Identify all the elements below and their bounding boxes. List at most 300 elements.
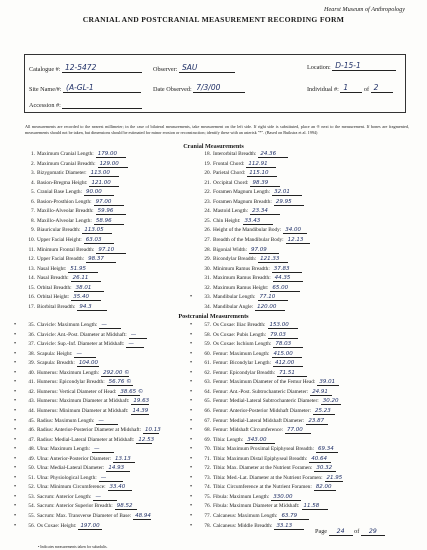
measurement-label: Frontal Chord: — [213, 160, 245, 167]
measurement-value[interactable]: 330.00 — [271, 494, 301, 501]
measurement-label: Calcaneus: Middle Breadth: — [213, 522, 273, 529]
measurement-label: Tibia: Maximum Distal Epiphyseal Breadth: — [213, 455, 308, 462]
measurement-value[interactable]: 37.83 — [272, 266, 302, 273]
measurement-value[interactable]: 77.00 — [285, 427, 311, 434]
measurement-label: Tibia: Circumference at the Nutrient Foramen: — [213, 484, 312, 491]
measurement-value[interactable]: 63.03 — [84, 237, 114, 244]
measurement-value[interactable]: 33.13 — [274, 523, 304, 530]
accession-label: Accession #: — [29, 102, 61, 109]
measurement-label: Biauricular Breadth: — [37, 227, 81, 234]
individual-label: Individual #: — [307, 86, 339, 93]
measurement-label: Clavicle: Sup.-Inf. Diameter at Midshaft: — [37, 341, 125, 348]
measurement-value[interactable]: 24.91 — [310, 389, 332, 396]
subadult-marker: • — [190, 294, 193, 301]
measurement-label: Fibula: Maximum Length: — [213, 493, 270, 500]
measurement-label: Orbital Breadth: — [37, 284, 72, 291]
observer-field[interactable] — [153, 65, 235, 73]
measurement-row — [198, 169, 277, 178]
measurement-number: 36. — [28, 331, 35, 338]
measurement-number: 9. — [31, 227, 35, 234]
measurement-value[interactable]: 23.34 — [250, 208, 280, 215]
measurement-number: 25. — [204, 217, 211, 224]
subadult-marker: • — [190, 522, 193, 529]
measurement-row — [198, 293, 288, 302]
measurement-row — [22, 436, 155, 445]
measurement-number: 67. — [204, 417, 211, 424]
observer-value: SAU — [181, 63, 198, 72]
measurement-label: Radius: Medial-Lateral Diameter at Midshaft: — [37, 436, 135, 443]
measurement-value[interactable]: 24.36 — [258, 151, 288, 158]
measurement-row — [22, 369, 129, 378]
subadult-marker: • — [190, 417, 193, 424]
measurement-value[interactable]: — — [99, 322, 121, 329]
measurement-number: 43. — [28, 398, 35, 405]
measurement-label: Femur: Anterior-Posterior Midshaft Diameter: — [213, 407, 312, 414]
measurement-row — [198, 455, 331, 464]
measurement-row — [22, 331, 147, 340]
measurement-number: 16. — [28, 294, 35, 301]
measurement-value[interactable]: 98.52 — [115, 503, 137, 510]
measurement-value[interactable]: 38.01 — [74, 285, 104, 292]
measurement-label: Fibula: Maximum Diameter at Midshaft: — [213, 503, 300, 510]
measurement-row — [198, 474, 343, 483]
measurement-number: 66. — [204, 407, 211, 414]
subadult-marker: • — [14, 484, 17, 491]
measurement-value[interactable]: 121.00 — [89, 180, 119, 187]
subadult-marker: • — [14, 379, 17, 386]
measurement-row — [198, 397, 341, 406]
measurement-value[interactable]: — — [93, 494, 117, 501]
date-field[interactable] — [153, 85, 245, 93]
museum-name: Hearst Museum of Anthropology — [324, 6, 405, 13]
measurement-number: 77. — [204, 513, 211, 519]
measurement-row — [198, 265, 302, 274]
measurement-label: Maximum Cranial Length: — [37, 151, 94, 157]
measurement-number: 26. — [204, 227, 211, 234]
measurement-label: Bigonial Width: — [213, 246, 247, 253]
measurement-number: 74. — [204, 484, 211, 491]
measurement-number: 69. — [204, 436, 211, 443]
measurement-row — [22, 207, 126, 216]
measurement-number: 34. — [204, 303, 211, 310]
measurement-row — [198, 321, 298, 330]
measurement-label: Humerus: Epicondylar Breadth: — [37, 379, 105, 386]
location-field[interactable] — [307, 63, 396, 71]
subadult-marker: • — [14, 398, 17, 405]
measurement-number: 18. — [204, 151, 211, 157]
measurement-number: 11. — [28, 246, 35, 253]
measurement-value[interactable]: 113.00 — [89, 170, 119, 177]
measurement-row — [198, 445, 338, 454]
individual-value: 1 — [343, 83, 349, 92]
measurement-label: Clavicle: Ant.-Post. Diameter at Midshaft: — [37, 331, 127, 338]
measurement-value[interactable]: 115.10 — [247, 170, 277, 177]
measurement-number: 60. — [204, 350, 211, 357]
measurement-number: 75. — [204, 493, 211, 500]
measurement-value[interactable]: 13.13 — [113, 456, 135, 463]
measurement-row — [198, 378, 339, 387]
measurement-number: 38. — [28, 350, 35, 357]
measurement-value[interactable]: 78.03 — [273, 341, 303, 348]
measurement-label: Ulna: Anterior-Posterior Diameter: — [37, 455, 112, 462]
measurement-number: 56. — [28, 522, 35, 529]
measurement-row — [198, 436, 275, 445]
measurement-number: 62. — [204, 369, 211, 376]
measurement-label: Mandibular Length: — [213, 294, 256, 301]
measurement-label: Femur: Maximum Length: — [213, 350, 270, 357]
measurement-row — [22, 226, 112, 235]
measurement-value[interactable]: 197.00 — [78, 523, 102, 530]
measurement-number: 35. — [28, 322, 35, 328]
page-total: 29 — [361, 528, 385, 536]
subadult-marker: • — [14, 407, 17, 414]
measurement-value[interactable]: 58.96 — [94, 218, 124, 225]
measurement-value[interactable]: 12.13 — [286, 237, 310, 244]
measurement-number: 73. — [204, 474, 211, 481]
subadult-marker: • — [14, 331, 17, 338]
postcranial-heading: Postcranial Measurements — [178, 313, 249, 320]
accession-field[interactable] — [29, 101, 142, 109]
measurement-number: 7. — [31, 208, 35, 215]
measurement-value[interactable]: 59.96 — [96, 208, 126, 215]
measurement-value[interactable]: 94.3 — [77, 304, 107, 311]
measurement-label: Radius: Anterior-Posterior Diameter at Midshaft: — [37, 427, 142, 434]
measurement-number: 22. — [204, 189, 211, 196]
measurement-label: Humerus: Minimum Diameter at Midshaft: — [37, 407, 129, 414]
measurement-row — [22, 426, 159, 435]
location-value: D-15-1 — [335, 61, 361, 70]
measurement-value[interactable]: 343.00 — [245, 437, 275, 444]
measurement-row — [22, 236, 114, 245]
measurement-row — [198, 388, 332, 397]
measurement-label: Maxillo-Alveolar Breadth: — [37, 208, 94, 215]
measurement-value[interactable]: 14.93 — [106, 465, 130, 472]
measurement-row — [198, 512, 309, 521]
measurement-label: Basion-Prosthion Length: — [37, 198, 92, 205]
measurement-value[interactable]: 11.58 — [302, 503, 328, 510]
measurement-row — [22, 246, 126, 255]
subadult-marker: • — [190, 455, 193, 462]
measurement-number: 55. — [28, 513, 35, 519]
measurement-label: Mandibular Angle: — [213, 303, 254, 310]
measurement-value[interactable]: 69.34 — [316, 446, 338, 453]
page-value: 24 — [329, 528, 353, 536]
measurement-number: 70. — [204, 446, 211, 453]
measurement-label: Occipital Chord: — [213, 179, 249, 186]
site-value: (A-GL-1 — [66, 83, 94, 92]
measurement-row — [198, 217, 273, 226]
measurement-value[interactable]: 35.40 — [71, 294, 101, 301]
measurement-row — [22, 378, 133, 387]
measurement-value[interactable]: 98.37 — [86, 256, 116, 263]
measurement-row — [198, 274, 303, 283]
measurement-value[interactable]: 14.39 — [132, 407, 149, 414]
measurement-value[interactable]: 10.13 — [145, 427, 161, 434]
measurement-value[interactable]: 48.94 — [135, 513, 151, 519]
subadult-marker: • — [14, 417, 17, 424]
subadult-marker: • — [14, 436, 17, 443]
measurement-number: 51. — [28, 474, 35, 481]
measurement-value[interactable]: 38.65 © — [120, 388, 144, 395]
measurement-row — [198, 255, 288, 264]
measurement-number: 71. — [204, 455, 211, 462]
measurement-label: Orbital Height: — [37, 294, 70, 301]
measurement-label: Os Coxae: Iliac Breadth: — [213, 322, 266, 328]
measurement-number: 41. — [28, 379, 35, 386]
instructions-note: All measurements are recorded to the nearest millimeter; in the case of bilateral measurements, take measurement on the left side. If right side is substituted, place an ® next to the measurement. If bones are fragmented, measurements should not be taken, but dimensions should be estimated for minor erosion or reconstruction; identify these with an asterisk "*". (Based on Buikstra et al. 1994) — [25, 124, 409, 135]
subadult-marker: • — [190, 484, 193, 491]
measurement-number: 28. — [204, 246, 211, 253]
measurement-row — [198, 160, 276, 169]
measurement-number: 30. — [204, 265, 211, 272]
subadult-marker: • — [190, 427, 193, 434]
measurement-value[interactable]: 112.91 — [246, 161, 276, 168]
measurement-value[interactable]: 412.00 — [273, 360, 303, 367]
measurement-row — [22, 321, 121, 330]
date-value: 7/3/00 — [196, 83, 221, 92]
measurement-value[interactable]: 113.05 — [82, 227, 112, 234]
measurement-value[interactable]: 97.00 — [94, 199, 124, 206]
measurement-row — [198, 426, 311, 435]
measurement-number: 15. — [28, 284, 35, 291]
measurement-number: 21. — [204, 179, 211, 186]
measurement-row — [22, 284, 104, 293]
measurement-value[interactable]: 77.10 — [258, 294, 288, 301]
measurement-label: Upper Facial Breadth: — [37, 256, 85, 263]
measurement-label: Mastoid Length: — [213, 208, 249, 215]
measurement-number: 48. — [28, 446, 35, 453]
subadult-marker: • — [14, 503, 17, 510]
measurement-number: 1. — [31, 151, 35, 157]
measurement-label: Sacrum: Max. Transverse Diameter of Base: — [37, 513, 132, 519]
measurement-label: Upper Facial Height: — [37, 236, 82, 243]
measurement-value[interactable]: 19.63 — [133, 398, 150, 405]
measurement-row — [198, 236, 310, 245]
subadult-marker: • — [14, 341, 17, 348]
measurement-value[interactable]: 30.32 — [314, 465, 336, 472]
measurement-number: 72. — [204, 465, 211, 472]
measurement-value[interactable]: 40.64 — [309, 456, 331, 463]
measurement-label: Foramen Magnum Length: — [213, 189, 271, 196]
measurement-label: Maximum Cranial Breadth: — [37, 160, 96, 167]
measurement-value[interactable]: 33.40 — [108, 484, 132, 491]
measurement-label: Scapula: Height: — [37, 350, 73, 357]
measurement-value[interactable]: 34.00 — [283, 227, 307, 234]
measurement-value[interactable]: 63.79 — [279, 513, 309, 520]
measurement-label: Clavicle: Maximum Length: — [37, 322, 98, 328]
measurement-value[interactable]: 97.10 — [96, 247, 126, 254]
measurement-number: 27. — [204, 236, 211, 243]
measurement-label: Tibia: Max. Diameter at the Nutrient Foramen: — [213, 465, 313, 472]
measurement-value[interactable]: 65.00 — [270, 285, 300, 292]
individual-field[interactable] — [307, 85, 393, 93]
measurement-number: 45. — [28, 417, 35, 424]
measurement-value[interactable]: — — [96, 418, 118, 425]
observer-label: Observer: — [153, 66, 178, 73]
catalogue-value: 12-5472 — [65, 63, 97, 72]
measurement-label: Biorbital Breadth: — [37, 303, 76, 310]
measurement-number: 68. — [204, 427, 211, 434]
measurement-number: 76. — [204, 503, 211, 510]
measurement-row — [198, 369, 307, 378]
measurement-number: 2. — [31, 160, 35, 167]
measurement-value[interactable]: 51.95 — [68, 266, 98, 273]
measurement-value[interactable]: 179.00 — [96, 151, 126, 158]
measurement-row — [198, 350, 302, 359]
measurement-number: 49. — [28, 455, 35, 462]
subadult-marker: • — [190, 388, 193, 395]
measurement-row — [198, 207, 280, 216]
measurement-value[interactable]: 292.00 © — [103, 369, 130, 376]
subadult-marker: • — [190, 331, 193, 338]
measurement-label: Nasal Breadth: — [37, 275, 69, 282]
measurement-row — [22, 455, 135, 464]
measurement-label: Femur: Ant.-Post. Subtrochanteric Diameter: — [213, 388, 309, 395]
measurement-row — [198, 284, 300, 293]
measurement-value[interactable]: 44.35 — [273, 275, 303, 282]
measurement-value[interactable]: 39.01 — [317, 379, 339, 386]
measurement-number: 53. — [28, 493, 35, 500]
measurement-value[interactable]: 21.95 — [326, 474, 343, 481]
measurement-value[interactable]: 121.33 — [258, 256, 288, 263]
measurement-value[interactable]: 98.39 — [250, 180, 280, 187]
measurement-value[interactable]: 32.01 — [272, 189, 302, 196]
measurement-value[interactable]: 23.87 — [306, 418, 328, 425]
measurement-number: 46. — [28, 427, 35, 434]
measurement-number: 65. — [204, 398, 211, 405]
measurement-row — [22, 493, 117, 502]
measurement-row — [22, 198, 124, 207]
measurement-row — [198, 246, 279, 255]
subadult-marker: • — [14, 350, 17, 357]
measurement-label: Height of the Mandibular Body: — [213, 227, 282, 234]
measurement-row — [22, 255, 116, 264]
measurement-value[interactable]: — — [92, 446, 114, 453]
measurement-number: 24. — [204, 208, 211, 215]
measurement-value[interactable]: 82.00 — [314, 484, 336, 491]
measurement-label: Scapula: Breadth: — [37, 360, 75, 367]
measurement-label: Minimum Ramus Breadth: — [213, 265, 270, 272]
measurement-value[interactable]: 30.20 — [321, 398, 341, 405]
measurement-number: 12. — [28, 256, 35, 263]
measurement-label: Femur: Midshaft Circumference: — [213, 427, 284, 434]
measurement-row — [22, 150, 126, 159]
measurement-number: 33. — [204, 294, 211, 301]
measurement-number: 13. — [28, 265, 35, 272]
measurement-value[interactable]: 33.43 — [243, 218, 273, 225]
measurement-label: Humerus: Vertical Diameter of Head: — [37, 388, 117, 395]
measurement-row — [22, 160, 128, 169]
measurement-value[interactable]: 104.00 — [78, 360, 99, 367]
measurement-number: 31. — [204, 275, 211, 282]
measurement-number: 58. — [204, 331, 211, 338]
measurement-label: Femur: Epicondylar Breadth: — [213, 369, 276, 376]
measurement-label: Os Coxae: Height: — [37, 522, 77, 529]
measurement-value[interactable]: 79.03 — [268, 332, 298, 339]
measurement-number: 44. — [28, 407, 35, 414]
measurement-value[interactable]: 415.00 — [272, 351, 302, 358]
subadult-marker: • — [14, 493, 17, 500]
measurement-row — [198, 188, 302, 197]
measurement-label: Maximum Ramus Breadth: — [213, 275, 271, 282]
measurement-value[interactable]: — — [99, 475, 123, 482]
measurement-value[interactable]: 120.00 — [255, 304, 285, 311]
measurement-value[interactable]: — — [126, 341, 144, 348]
measurement-row — [198, 522, 304, 531]
measurement-value[interactable]: 153.00 — [268, 322, 298, 329]
subadult-marker: • — [14, 427, 17, 434]
measurement-value[interactable]: — — [129, 332, 147, 339]
measurement-row — [198, 417, 328, 426]
measurement-row — [198, 493, 301, 502]
measurement-number: 39. — [28, 360, 35, 367]
subadult-marker: • — [190, 350, 193, 357]
measurement-number: 61. — [204, 360, 211, 367]
measurement-number: 52. — [28, 484, 35, 491]
measurement-row — [22, 483, 132, 492]
measurement-label: Foramen Magnum Breadth: — [213, 198, 272, 205]
measurement-number: 57. — [204, 322, 211, 328]
measurement-number: 20. — [204, 170, 211, 177]
date-label: Date Observed: — [153, 86, 192, 93]
page-of-label: of — [354, 528, 360, 535]
specimen-info-box — [24, 54, 406, 113]
measurement-number: 5. — [31, 189, 35, 196]
measurement-number: 10. — [28, 236, 35, 243]
subadult-marker: • — [190, 322, 193, 328]
measurement-value[interactable]: 97.09 — [249, 247, 279, 254]
measurement-row — [22, 303, 107, 312]
subadult-marker: • — [190, 360, 193, 367]
measurement-row — [198, 340, 303, 349]
measurement-label: Sacrum: Anterior Superior Breadth: — [37, 503, 113, 510]
measurement-value[interactable]: 26.11 — [71, 275, 101, 282]
measurement-label: Basion-Bregma Height: — [37, 179, 88, 186]
measurement-number: 6. — [31, 198, 35, 205]
individual-of-label: of — [363, 86, 370, 93]
measurement-value[interactable]: 25.23 — [313, 408, 335, 415]
measurement-label: Radius: Maximum Length: — [37, 417, 95, 424]
subadult-marker: • — [190, 446, 193, 453]
footnote: • Indicates measurements taken for subadults. — [38, 545, 108, 549]
measurement-value[interactable]: 90.00 — [84, 189, 114, 196]
individual-total-value: 2 — [373, 83, 379, 92]
measurement-value[interactable]: 12.53 — [138, 436, 155, 443]
measurement-number: 19. — [204, 160, 211, 167]
measurement-label: Cranial Base Length: — [37, 189, 83, 196]
subadult-marker: • — [14, 360, 17, 367]
measurement-row — [22, 388, 144, 397]
site-field[interactable] — [29, 85, 141, 93]
measurement-value[interactable]: 56.76 © — [108, 379, 132, 386]
measurement-number: 50. — [28, 465, 35, 472]
catalogue-field[interactable] — [29, 65, 142, 73]
measurement-row — [22, 474, 123, 483]
subadult-marker: • — [190, 513, 193, 519]
measurement-label: Calcaneus: Maximum Length: — [213, 513, 278, 519]
measurement-row — [198, 502, 328, 511]
measurement-value[interactable]: — — [74, 351, 96, 358]
subadult-marker: • — [190, 503, 193, 510]
subadult-marker: • — [190, 379, 193, 386]
site-label: Site Name/#: — [29, 86, 62, 93]
measurement-label: Minimum Frontal Breadth: — [37, 246, 95, 253]
measurement-value[interactable]: 129.00 — [98, 161, 128, 168]
measurement-value[interactable]: 29.95 — [274, 199, 304, 206]
measurement-number: 47. — [28, 436, 35, 443]
measurement-value[interactable]: 71.51 — [277, 370, 307, 377]
measurement-row — [22, 502, 137, 511]
